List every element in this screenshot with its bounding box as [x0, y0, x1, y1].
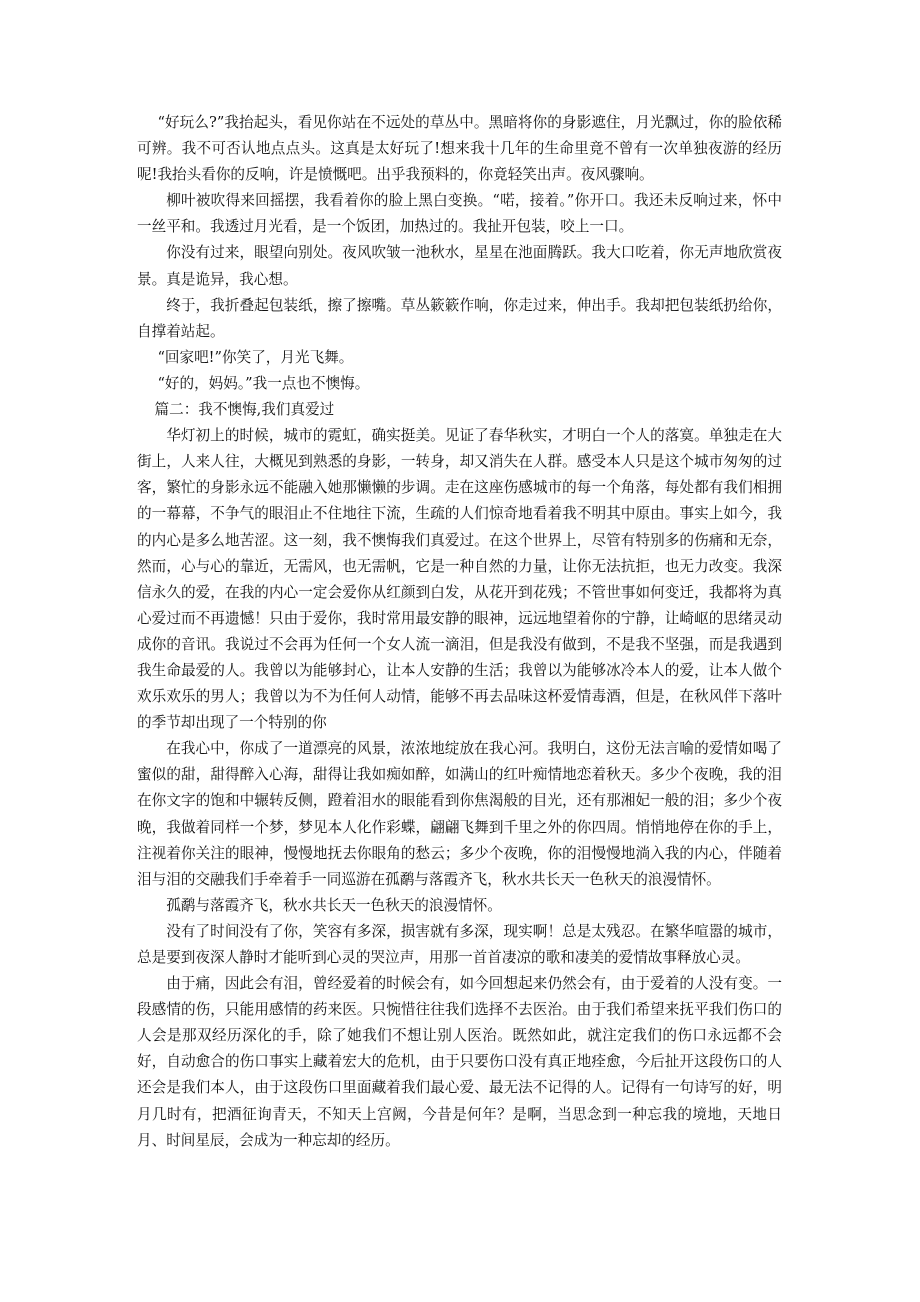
- section-heading: 篇二：我不懊悔,我们真爱过: [154, 401, 335, 419]
- paragraph: 你没有过来，眼望向别处。夜风吹皱一池秋水，星星在池面腾跃。我大口吃着，你无声地欣赏夜景。真是诡异，我心想。: [137, 244, 782, 288]
- paragraph: 柳叶被吹得来回摇摆，我看着你的脸上黑白变换。“喏，接着。”你开口。我还未反响过来，怀中一丝平和。我透过月光看，是一个饭团，加热过的。我扯开包装，咬上一口。: [137, 192, 782, 236]
- document-page: [137, 110, 782, 1154]
- paragraph: “回家吧!”你笑了，月光飞舞。: [157, 348, 354, 366]
- paragraph: 孤鹬与落霞齐飞，秋水共长天一色秋天的浪漫情怀。: [166, 896, 502, 914]
- paragraph: 华灯初上的时候，城市的霓虹，确实挺美。见证了春华秋实，才明白一个人的落寞。单独走在大街上，人来人往，大概见到熟悉的身影，一转身，却又消失在人群。感受本人只是这个城市匆匆的过客，繁忙的身影永远不能融入她那懒懒的步调。走在这座伤感城市的每一个角落，每处都有我们相拥的一幕幕，不争气的眼泪止不住地往下流，生疏的人们惊奇地看着我不明其中原由。事实上如今，我的内心是多么地苦涩。这一刻，我不懊悔我们真爱过。在这个世界上，尽管有特别多的伤痛和无奈，然而，心与心的靠近，无需风，也无需帆，它是一种自然的力量，让你无法抗拒，也无力改变。我深信永久的爱，在我的内心一定会爱你从红颜到白发，从花开到花残；不管世事如何变迁，我都将为真心爱过而不再遗憾！只由于爱你，我时常用最安静的眼神，远远地望着你的宁静，让崎岖的思绪灵动成你的音讯。我说过不会再为任何一个女人流一滴泪，但是我没有做到，不是我不坚强，而是我遇到我生命最爱的人。我曾以为能够封心，让本人安静的生活；我曾以为能够冰冷本人的爱，让本人做个欢乐欢乐的男人；我曾以为不为任何人动情，能够不再去品味这杯爱情毒酒，但是，在秋风伴下落叶的季节却出现了一个特别的你: [137, 427, 782, 732]
- paragraph: 终于，我折叠起包装纸，擦了擦嘴。草丛簌簌作响，你走过来，伸出手。我却把包装纸扔给你，自撑着站起。: [137, 296, 782, 340]
- paragraph: 在我心中，你成了一道漂亮的风景，浓浓地绽放在我心河。我明白，这份无法言喻的爱情如喝了蜜似的甜，甜得醉入心海，甜得让我如痴如醉，如满山的红叶痴情地恋着秋天。多少个夜晚，我的泪在你文字的饱和中辗转反侧，蹬着泪水的眼能看到你焦渴般的目光，还有那湘妃一般的泪；多少个夜晚，我做着同样一个梦，梦见本人化作彩蝶，翩翩飞舞到千里之外的你四周。悄悄地停在你的手上，注视着你关注的眼神，慢慢地抚去你眼角的愁云；多少个夜晚，你的泪慢慢地淌入我的内心，伴随着泪与泪的交融我们手牵着手一同巡游在孤鹬与落霞齐飞，秋水共长天一色秋天的浪漫情怀。: [137, 740, 782, 888]
- paragraph: 由于痛，因此会有泪，曾经爱着的时候会有，如今回想起来仍然会有，由于爱着的人没有变。一段感情的伤，只能用感情的药来医。只惋惜往往我们选择不去医治。由于我们希望来抚平我们伤口的人会是那双经历深化的手，除了她我们不想让别人医治。既然如此，就注定我们的伤口永远都不会好，自动愈合的伤口事实上藏着宏大的危机，由于只要伤口没有真正地痊愈，今后扯开这段伤口的人还会是我们本人，由于这段伤口里面藏着我们最心爱、最无法不记得的人。记得有一句诗写的好，明月几时有，把酒征询青天，不知天上宫阙，今昔是何年？是啊，当思念到一种忘我的境地，天地日月、时间星辰，会成为一种忘却的经历。: [137, 975, 782, 1149]
- paragraph: “好的，妈妈。”我一点也不懊悔。: [157, 374, 370, 392]
- paragraph: “好玩么?”我抬起头，看见你站在不远处的草丛中。黑暗将你的身影遮住，月光飘过，你的脸依稀可辨。我不可否认地点点头。这真是太好玩了!想来我十几年的生命里竟不曾有一次单独夜游的经历呢!我抬头看你的反响，许是愤慨吧。出乎我预料的，你竟轻笑出声。夜风骤响。: [137, 114, 782, 184]
- paragraph: 没有了时间没有了你，笑容有多深，损害就有多深，现实啊！总是太残忍。在繁华喧嚣的城市，总是要到夜深人静时才能听到心灵的哭泣声，用那一首首凄凉的歌和凄美的爱情故事释放心灵。: [137, 922, 782, 966]
